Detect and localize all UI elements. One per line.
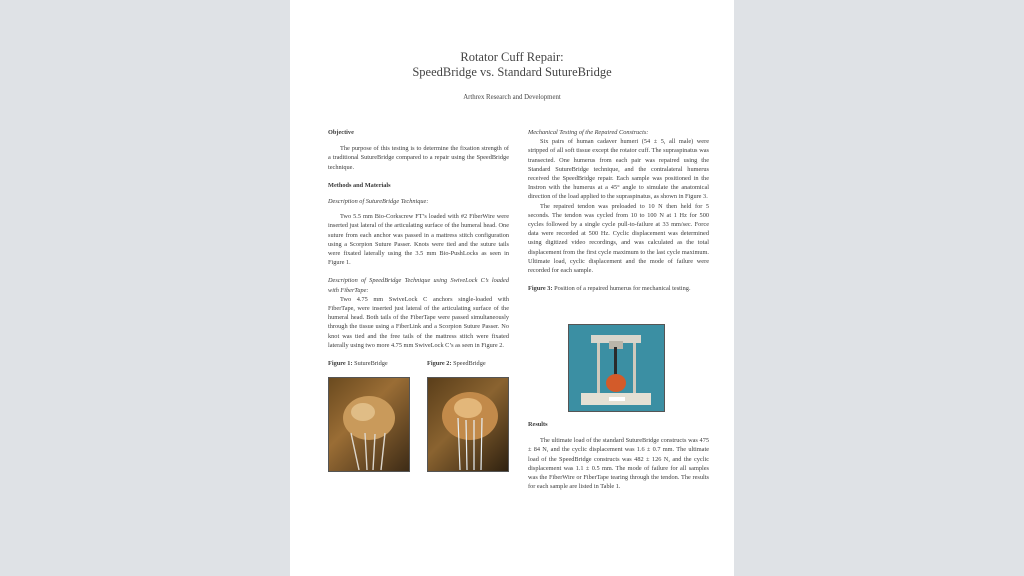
figure-1-text: SutureBridge <box>354 360 388 367</box>
title-line-1: Rotator Cuff Repair: <box>460 50 564 64</box>
document-title <box>290 50 734 80</box>
speedbridge-subheading: Description of SpeedBridge Technique using SwiveLock C’s loaded with FiberTape: <box>328 277 509 294</box>
figure-2-photo <box>427 377 509 472</box>
mechanical-paragraph-2: The repaired tendon was preloaded to 10 N then held for 5 seconds. The tendon was cycled from 10 to 100 N at 1 Hz for 500 cycles followed by a single cycle pull-to-failure at 33 mm/sec. Force data were recorded at 500 Hz. Cyclic displacement was determined using digitized video recordings, and was calculated as the total displacement from the first cycle maximum to the last cycle maximum. Ultimate load, cyclic displacement and the mode of failure were recorded for each sample. <box>528 202 709 275</box>
figure-1-label: Figure 1: <box>328 360 353 367</box>
figure-3-caption <box>528 284 709 293</box>
organization: Arthrex Research and Development <box>463 94 561 101</box>
figure-1-caption <box>328 360 388 367</box>
results-paragraph: The ultimate load of the standard SutureBridge constructs was 475 ± 84 N, and the cyclic displacement was 1.6 ± 0.7 mm. The ultimate load of the SpeedBridge constructs was 482 ± 126 N, and the cyclic displacement was 1.1 ± 0.5 mm. The mode of failure for all samples was the FiberWire or FiberTape tearing through the tendon. The results for each sample are listed in Table 1. <box>528 437 709 491</box>
suturebridge-subheading: Description of SutureBridge Technique: <box>328 198 429 206</box>
left-column <box>328 128 509 350</box>
objective-heading: Objective <box>328 129 354 136</box>
figure-3-label: Figure 3: <box>528 285 553 293</box>
mechanical-paragraph-1: Six pairs of human cadaver humeri (54 ± 5, all male) were stripped of all soft tissue except the rotator cuff. The supraspinatus was transected. One humerus from each pair was repaired using the Standard SutureBridge technique, and the contralateral humerus received the SpeedBridge repair. Each sample was positioned in the Instron with the humerus at a 45° angle to simulate the anatomical direction of the load applied to the supraspinatus, as shown in Figure 3. <box>528 138 709 201</box>
objective-paragraph: The purpose of this testing is to determine the fixation strength of a traditional SutureBridge compared to a repair using the SpeedBridge technique. <box>328 145 509 171</box>
results-section <box>528 420 709 491</box>
document-page <box>290 0 734 576</box>
figure-3-photo <box>568 324 665 412</box>
mechanical-testing-subheading: Mechanical Testing of the Repaired Constructs: <box>528 129 649 136</box>
figure-3-text: Position of a repaired humerus for mechanical testing. <box>554 285 691 293</box>
figure-2-caption <box>427 360 486 367</box>
suturebridge-paragraph: Two 5.5 mm Bio-Corkscrew FT’s loaded with #2 FiberWire were inserted just lateral of the articulating surface of the humeral head. One suture from each anchor was passed in a mattress stitch configuration using a Scorpion Suture Passer. Knots were tied and the suture tails were fixated laterally using the 3.5 mm Bio-PushLocks as seen in Figure 1. <box>328 213 509 267</box>
title-line-2: SpeedBridge vs. Standard SutureBridge <box>412 65 612 79</box>
figure-2-label: Figure 2: <box>427 360 452 367</box>
speedbridge-paragraph: Two 4.75 mm SwiveLock C anchors single-loaded with FiberTape, were inserted just lateral of the articulating surface of the humeral head. Both tails of the FiberTape were passed simultaneously through the tissue using a FiberLink and a Scorpion Suture Passer. No knot was tied and the free tails of the mattress stitch were fixated laterally using two more 4.75 mm SwiveLock C’s as seen in Figure 2. <box>328 295 509 349</box>
figure-2-text: SpeedBridge <box>453 360 486 367</box>
right-column <box>528 128 709 293</box>
results-heading: Results <box>528 421 548 428</box>
figure-1-photo <box>328 377 410 472</box>
methods-heading: Methods and Materials <box>328 181 391 189</box>
